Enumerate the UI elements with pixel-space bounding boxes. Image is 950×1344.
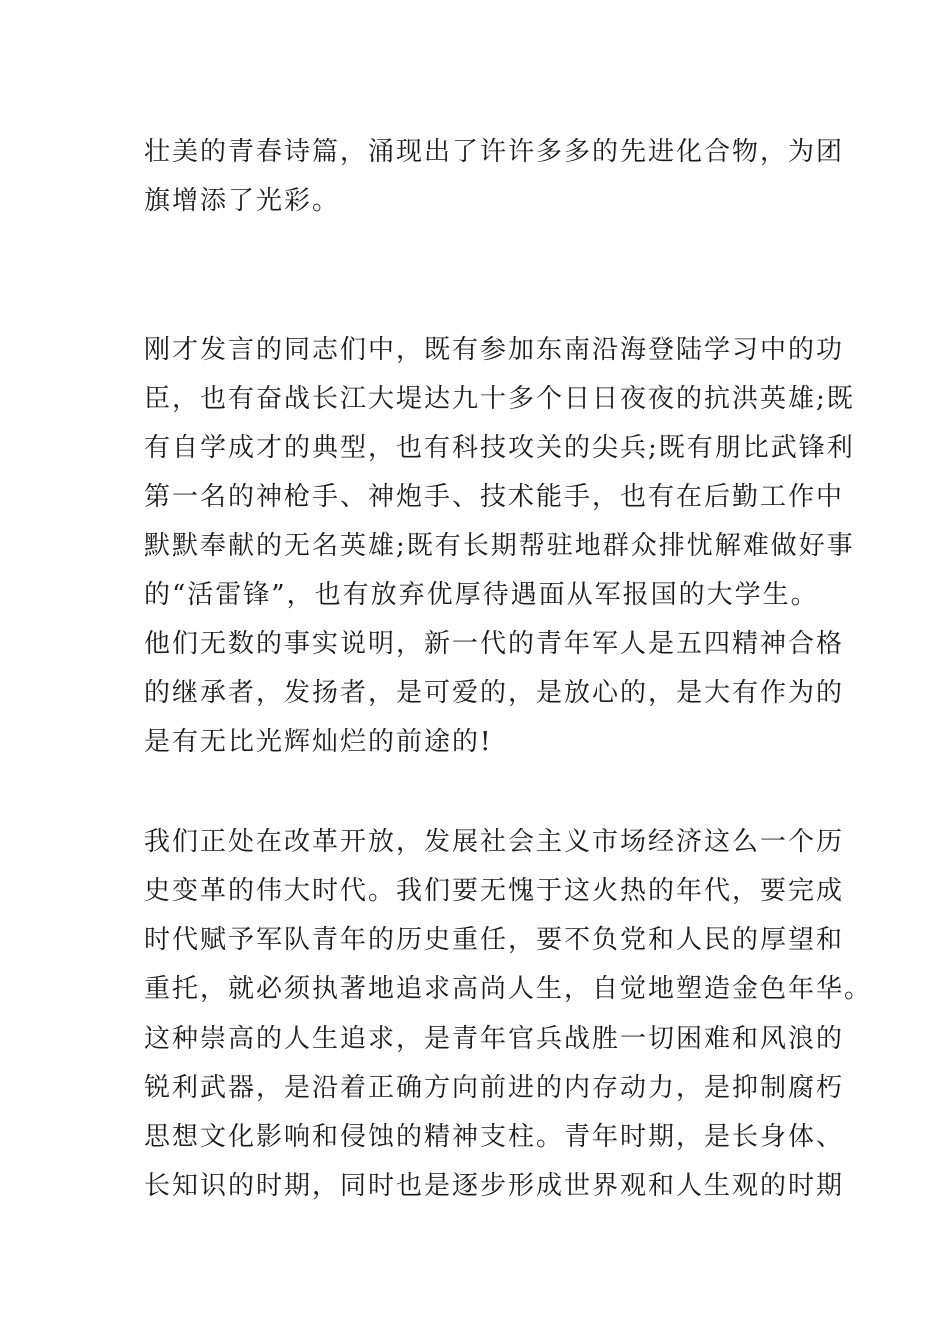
paragraph-2 xyxy=(144,326,855,767)
text-line: 锐利武器，是沿着正确方向前进的内存动力，是抑制腐朽 xyxy=(144,1073,845,1103)
text-line: 长知识的时期，同时也是逐步形成世界观和人生观的时期 xyxy=(144,1171,845,1201)
text-line: 的继承者，发扬者，是可爱的，是放心的，是大有作为的 xyxy=(144,678,845,708)
text-line: 这种崇高的人生追求，是青年官兵战胜一切困难和风浪的 xyxy=(144,1024,845,1054)
text-line: 默默奉献的无名英雄;既有长期帮驻地群众排忧解难做好事 xyxy=(144,531,855,561)
paragraph-1 xyxy=(144,128,845,226)
text-line: 刚才发言的同志们中，既有参加东南沿海登陆学习中的功 xyxy=(144,335,845,365)
text-line: 史变革的伟大时代。我们要无愧于这火热的年代，要完成 xyxy=(144,876,845,906)
text-line: 臣，也有奋战长江大堤达九十多个日日夜夜的抗洪英雄;既 xyxy=(144,384,855,414)
text-line: 旗增添了光彩。 xyxy=(144,186,341,216)
text-line: 壮美的青春诗篇，涌现出了许许多多的先进化合物，为团 xyxy=(144,137,845,167)
text-line: 他们无数的事实说明，新一代的青年军人是五四精神合格 xyxy=(144,629,845,659)
paragraph-4 xyxy=(144,1015,845,1211)
text-line: 我们正处在改革开放，发展社会主义市场经济这么一个历 xyxy=(144,827,845,857)
text-line: 有自学成才的典型，也有科技攻关的尖兵;既有朋比武锋利 xyxy=(144,433,855,463)
text-line: 是有无比光辉灿烂的前途的! xyxy=(144,727,493,757)
text-line: 思想文化影响和侵蚀的精神支柱。青年时期，是长身体、 xyxy=(144,1122,845,1152)
text-line: 的“活雷锋”，也有放弃优厚待遇面从军报国的大学生。 xyxy=(144,580,819,610)
paragraph-3 xyxy=(144,818,873,1014)
text-line: 重托，就必须执著地追求高尚人生，自觉地塑造金色年华。 xyxy=(144,974,873,1004)
text-line: 第一名的神枪手、神炮手、技术能手，也有在后勤工作中 xyxy=(144,482,845,512)
text-line: 时代赋予军队青年的历史重任，要不负党和人民的厚望和 xyxy=(144,925,845,955)
